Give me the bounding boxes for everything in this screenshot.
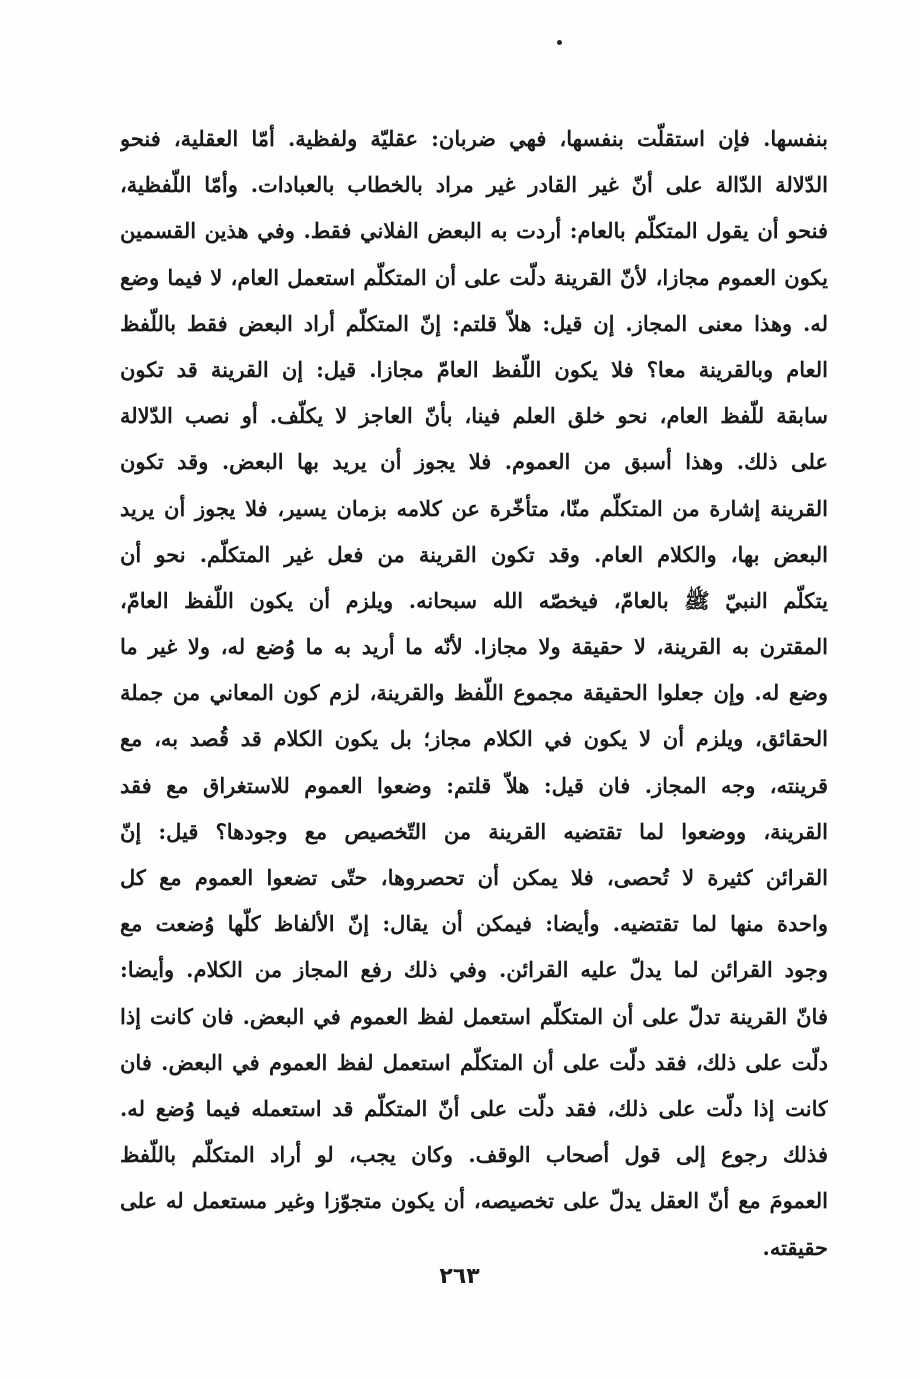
ink-dot: [557, 40, 562, 45]
text-line: له. وهذا معنى المجاز. إن قيل: هلاّ قلتم: إنّ المتكلّم أراد البعض فقط باللّفظ: [120, 310, 828, 336]
text-line: بنفسها. فإن استقلّت بنفسها، فهي ضربان: عقليّة ولفظية. أمّا العقلية، فنحو: [120, 126, 828, 151]
text-line: الحقائق، ويلزم أن لا يكون في الكلام مجاز؛ بل يكون الكلام قد قُصد به، مع: [120, 726, 828, 752]
text-line: قرينته، وجه المجاز. فان قيل: هلاّ قلتم: وضعوا العموم للاستغراق مع فقد: [120, 772, 828, 798]
text-line: العام وبالقرينة معا؟ فلا يكون اللّفظ العامّ مجازا. قيل: إن القرينة قد تكون: [120, 356, 828, 382]
text-line: دلّت على ذلك، فقد دلّت على أن المتكلّم استعمل لفظ العموم في البعض. فان: [120, 1049, 828, 1075]
text-line: كانت إذا دلّت على ذلك، فقد دلّت على أنّ المتكلّم قد استعمله فيما وُضع له.: [120, 1095, 828, 1121]
text-line: وجود القرائن لما يدلّ عليه القرائن. وفي ذلك رفع المجاز من الكلام. وأيضا:: [120, 957, 828, 983]
page-number: ٢٦٣: [439, 1264, 480, 1289]
text-line: سابقة للّفظ العام، نحو خلق العلم فينا، بأنّ العاجز لا يكلّف. أو نصب الدّلالة: [120, 403, 828, 429]
text-line: حقيقته.: [762, 1234, 828, 1260]
text-line: الدّلالة الدّالة على أنّ غير القادر غير مراد بالخطاب بالعبادات. وأمّا اللّفظية،: [120, 172, 828, 198]
text-line: فانّ القرينة تدلّ على أن المتكلّم استعمل لفظ العموم في البعض. فان كانت إذا: [120, 1003, 828, 1029]
text-line: يتكلّم النبيّ ﷺ بالعامّ، فيخصّه الله سبحانه. ويلزم أن يكون اللّفظ العامّ،: [120, 587, 828, 613]
body-text: [120, 116, 828, 1271]
text-line: فنحو أن يقول المتكلّم بالعام: أردت به البعض الفلاني فقط. وفي هذين القسمين: [120, 218, 828, 244]
text-line: القرائن كثيرة لا تُحصى، فلا يمكن أن تحصروها، حتّى تضعوا العموم مع كل: [120, 865, 828, 890]
text-line: فذلك رجوع إلى قول أصحاب الوقف. وكان يجب، لو أراد المتكلّم باللّفظ: [120, 1142, 828, 1168]
text-line: يكون العموم مجازا، لأنّ القرينة دلّت على أن المتكلّم استعمل العام، لا فيما وضع: [120, 264, 828, 290]
text-line: البعض بها، والكلام العام. وقد تكون القرينة من فعل غير المتكلّم. نحو أن: [120, 541, 828, 567]
text-line: واحدة منها لما تقتضيه. وأيضا: فيمكن أن يقال: إنّ الألفاظ كلّها وُضعت مع: [120, 911, 828, 937]
text-line: وضع له. وإن جعلوا الحقيقة مجموع اللّفظ والقرينة، لزم كون المعاني من جملة: [120, 680, 828, 706]
text-line: العمومَ مع أنّ العقل يدلّ على تخصيصه، أن يكون متجوّزا وغير مستعمل له على: [120, 1188, 828, 1214]
text-line: القرينة، ووضعوا لما تقتضيه القرينة من التّخصيص مع وجودها؟ قيل: إنّ: [120, 818, 828, 844]
text-line: على ذلك. وهذا أسبق من العموم. فلا يجوز أن يريد بها البعض. وقد تكون: [120, 449, 828, 475]
text-line: القرينة إشارة من المتكلّم منّا، متأخّرة عن كلامه بزمان يسير، فلا يجوز أن يريد: [120, 495, 828, 521]
text-line: المقترن به القرينة، لا حقيقة ولا مجازا. لأنّه ما أريد به ما وُضع له، ولا غير ما: [120, 634, 828, 660]
